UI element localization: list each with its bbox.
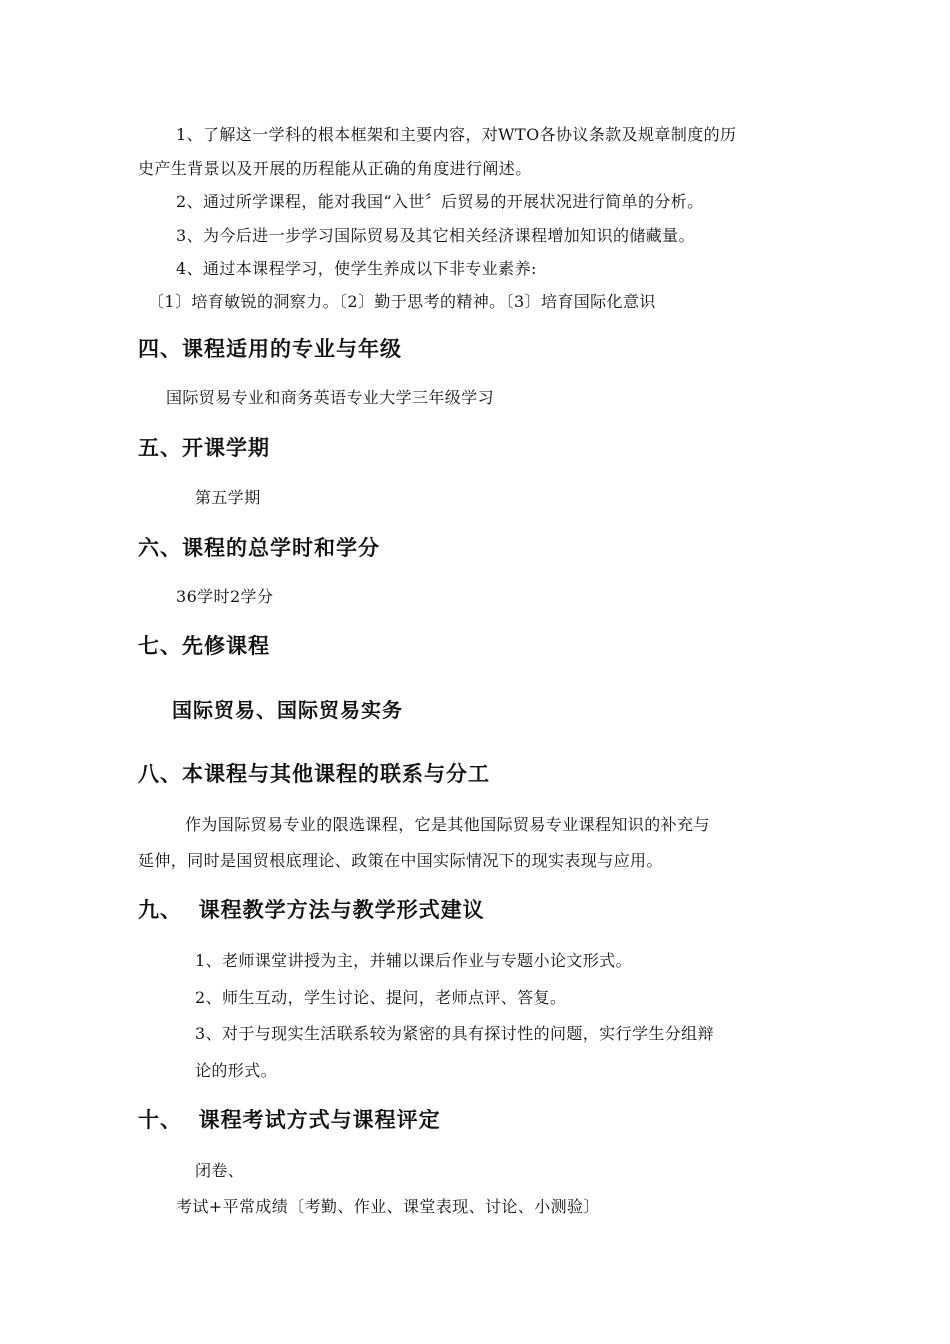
objective-2: 2、通过所学课程，能对我国“入世〞后贸易的开展状况进行简单的分析。	[176, 192, 704, 211]
section-9-item-3-line-2: 论的形式。	[195, 1061, 278, 1080]
section-9-item-1: 1、老师课堂讲授为主，并辅以课后作业与专题小论文形式。	[195, 951, 632, 970]
section-10-heading: 十、 课程考试方式与课程评定	[138, 1108, 441, 1132]
objective-3: 3、为今后进一步学习国际贸易及其它相关经济课程增加知识的储藏量。	[176, 226, 695, 245]
objective-4: 4、通过本课程学习，使学生养成以下非专业素养:	[176, 259, 537, 278]
section-6-heading: 六、课程的总学时和学分	[138, 536, 380, 560]
section-8-body-line-1: 作为国际贸易专业的限选课程，它是其他国际贸易专业课程知识的补充与	[185, 815, 710, 834]
section-7-heading: 七、先修课程	[138, 634, 270, 658]
section-8-heading: 八、本课程与其他课程的联系与分工	[138, 762, 490, 786]
section-10-line-1: 闭卷、	[195, 1161, 245, 1180]
section-9-item-3-line-1: 3、对于与现实生活联系较为紧密的具有探讨性的问题，实行学生分组辩	[195, 1024, 714, 1043]
section-4-body: 国际贸易专业和商务英语专业大学三年级学习	[166, 388, 495, 407]
objective-4-detail: 〔1〕培育敏锐的洞察力。〔2〕勤于思考的精神。〔3〕培育国际化意识	[148, 292, 656, 311]
objective-1-line-1: 1、了解这一学科的根本框架和主要内容，对WTO各协议条款及规章制度的历	[176, 125, 737, 144]
objective-1-line-2: 史产生背景以及开展的历程能从正确的角度进行阐述。	[138, 159, 532, 178]
section-5-body: 第五学期	[195, 488, 261, 507]
section-4-heading: 四、课程适用的专业与年级	[138, 337, 402, 361]
section-5-heading: 五、开课学期	[138, 436, 270, 460]
section-9-heading: 九、 课程教学方法与教学形式建议	[138, 898, 485, 922]
section-9-item-2: 2、师生互动，学生讨论、提问，老师点评、答复。	[195, 988, 567, 1007]
section-10-line-2: 考试+平常成绩〔考勤、作业、课堂表现、讨论、小测验〕	[176, 1197, 600, 1216]
section-7-body: 国际贸易、国际贸易实务	[172, 698, 403, 722]
section-8-body-line-2: 延伸，同时是国贸根底理论、政策在中国实际情况下的现实表现与应用。	[138, 851, 663, 870]
section-6-body: 36学时2学分	[176, 587, 274, 606]
